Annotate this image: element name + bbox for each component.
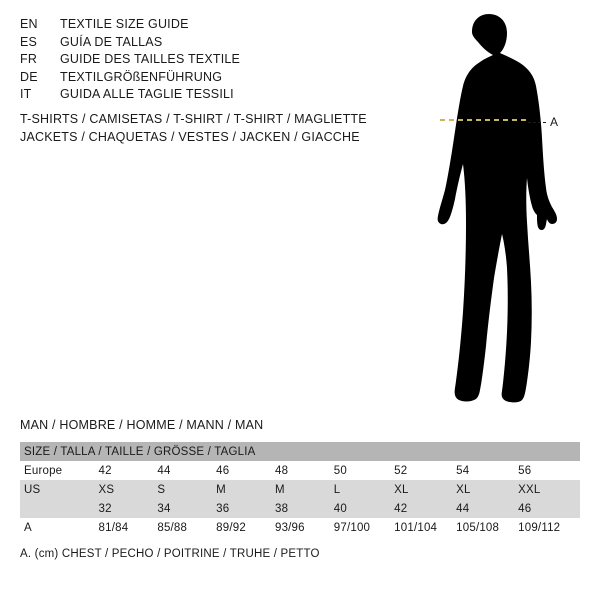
language-text: GUIDE DES TAILLES TEXTILE: [60, 52, 241, 66]
cell-value: 34: [157, 502, 171, 515]
language-text: TEXTILGRÖßENFÜHRUNG: [60, 69, 223, 84]
row-label: US: [24, 483, 41, 496]
language-row: [20, 17, 350, 35]
row-label: [20, 499, 99, 518]
cell-value: 101/104: [394, 521, 438, 534]
footnote: A. (cm) CHEST / PECHO / POITRINE / TRUHE / PETTO: [20, 548, 320, 560]
size-table: [20, 442, 580, 537]
row-label: Europe: [24, 464, 63, 477]
garment-line-tshirts: T-SHIRTS / CAMISETAS / T-SHIRT / T-SHIRT / MAGLIETTE: [20, 112, 367, 126]
language-text: GUIDA ALLE TAGLIE TESSILI: [60, 87, 234, 101]
cell-value: 105/108: [456, 521, 500, 534]
garment-line-jackets: JACKETS / CHAQUETAS / VESTES / JACKEN / GIACCHE: [20, 130, 360, 144]
table-row: [20, 461, 580, 480]
cell-value: XS: [98, 483, 115, 496]
table-title: MAN / HOMBRE / HOMME / MANN / MAN: [20, 418, 264, 432]
measure-label-a: A: [550, 115, 559, 129]
cell-value: 93/96: [274, 521, 305, 534]
cell-value: 50: [333, 464, 347, 477]
cell-value: 109/112: [518, 521, 561, 534]
language-row: [20, 87, 350, 105]
cell-value: 38: [274, 502, 289, 515]
cell-value: 46: [518, 502, 532, 515]
language-code: FR: [20, 52, 38, 66]
language-code: IT: [20, 87, 32, 101]
row-label: A: [24, 521, 32, 534]
cell-value: 36: [216, 502, 230, 515]
cell-value: XL: [456, 483, 471, 496]
male-figure: [400, 10, 600, 405]
table-header-label: SIZE / TALLA / TAILLE / GRÖSSE / TAGLIA: [24, 445, 256, 458]
cell-value: 44: [157, 464, 171, 477]
cell-value: 89/92: [216, 521, 246, 534]
cell-value: 44: [456, 502, 470, 515]
cell-value: 85/88: [157, 521, 188, 534]
cell-value: 54: [456, 464, 470, 477]
cell-value: 42: [98, 464, 112, 477]
cell-value: S: [157, 483, 166, 496]
language-row: [20, 35, 350, 53]
measure-leader-line: [528, 122, 546, 123]
cell-value: 81/84: [98, 521, 129, 534]
language-code: EN: [20, 17, 38, 31]
cell-value: 32: [98, 502, 112, 515]
cell-value: 97/100: [333, 521, 371, 534]
table-row: [20, 499, 580, 518]
cell-value: 42: [394, 502, 408, 515]
cell-value: 48: [274, 464, 289, 477]
cell-value: 40: [333, 502, 347, 515]
cell-value: XL: [394, 483, 409, 496]
language-code: ES: [20, 34, 38, 49]
cell-value: XXL: [518, 483, 541, 496]
table-row: [20, 480, 580, 499]
language-code: DE: [20, 69, 38, 84]
cell-value: 46: [216, 464, 230, 477]
cell-value: M: [216, 483, 226, 496]
cell-value: L: [333, 483, 341, 496]
table-row: [20, 518, 580, 537]
language-list: [20, 17, 350, 105]
cell-value: 56: [518, 464, 532, 477]
language-text: GUÍA DE TALLAS: [60, 34, 163, 49]
garment-type-list: [20, 110, 380, 146]
language-row: [20, 52, 350, 70]
cell-value: 52: [394, 464, 408, 477]
language-row: [20, 70, 350, 88]
language-text: TEXTILE SIZE GUIDE: [60, 17, 189, 31]
cell-value: M: [274, 483, 285, 496]
table-header-row: [20, 442, 580, 461]
male-silhouette-icon: [400, 10, 600, 405]
